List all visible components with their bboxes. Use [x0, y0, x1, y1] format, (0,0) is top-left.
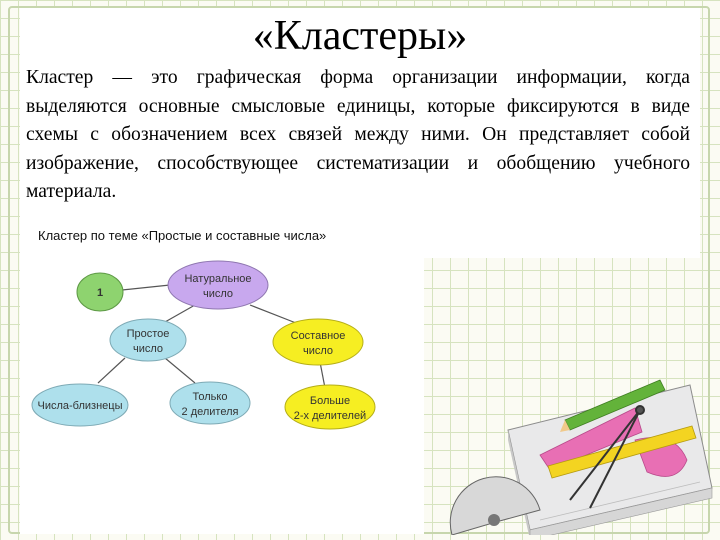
node-more-divisors-shape: [285, 385, 375, 429]
connector-prime-twins: [98, 358, 125, 383]
node-prime-number: [110, 319, 186, 361]
node-two-divisors-line2: 2 делителя: [181, 406, 239, 418]
node-composite-line1: Составное: [290, 330, 346, 342]
connector-natural-prime: [165, 305, 195, 322]
diagram-caption: Кластер по теме «Простые и составные числа»: [38, 228, 327, 243]
cluster-definition: Кластер — это графическая форма организации информации, когда выделяются основные смысловые единицы, которые фиксируются в виде схемы с обозначением всех связей между ними. Он представляет собой изображение, способствующее систематизации и обобщению учебного материала.: [26, 67, 690, 202]
node-more-divisors: [285, 385, 375, 429]
node-composite-number: [273, 319, 363, 365]
node-natural-line2: число: [202, 288, 234, 300]
node-composite-line2: число: [302, 345, 334, 357]
node-one-label: 1: [96, 287, 104, 299]
node-twin-numbers: [32, 384, 128, 426]
connector-natural-one: [122, 285, 170, 290]
node-natural-shape: [168, 261, 268, 309]
page-title: «Кластеры»: [252, 13, 468, 59]
node-composite-shape: [273, 319, 363, 365]
node-prime-line2: число: [132, 343, 164, 355]
node-more-divisors-line2: 2-х делителей: [293, 410, 367, 422]
node-two-divisors-line1: Только: [192, 391, 228, 403]
node-natural-line1: Натуральное: [184, 273, 252, 285]
node-natural-number: [168, 261, 268, 309]
node-one: [77, 273, 123, 311]
node-twins-label: Числа-близнецы: [37, 400, 123, 412]
connector-natural-composite: [250, 305, 296, 323]
connector-composite-more: [320, 362, 325, 388]
connector-prime-two: [165, 358, 195, 383]
node-two-divisors: [170, 382, 250, 424]
book-and-tools-illustration: [430, 370, 715, 535]
node-prime-line1: Простое: [126, 328, 170, 340]
node-more-divisors-line1: Больше: [309, 395, 351, 407]
